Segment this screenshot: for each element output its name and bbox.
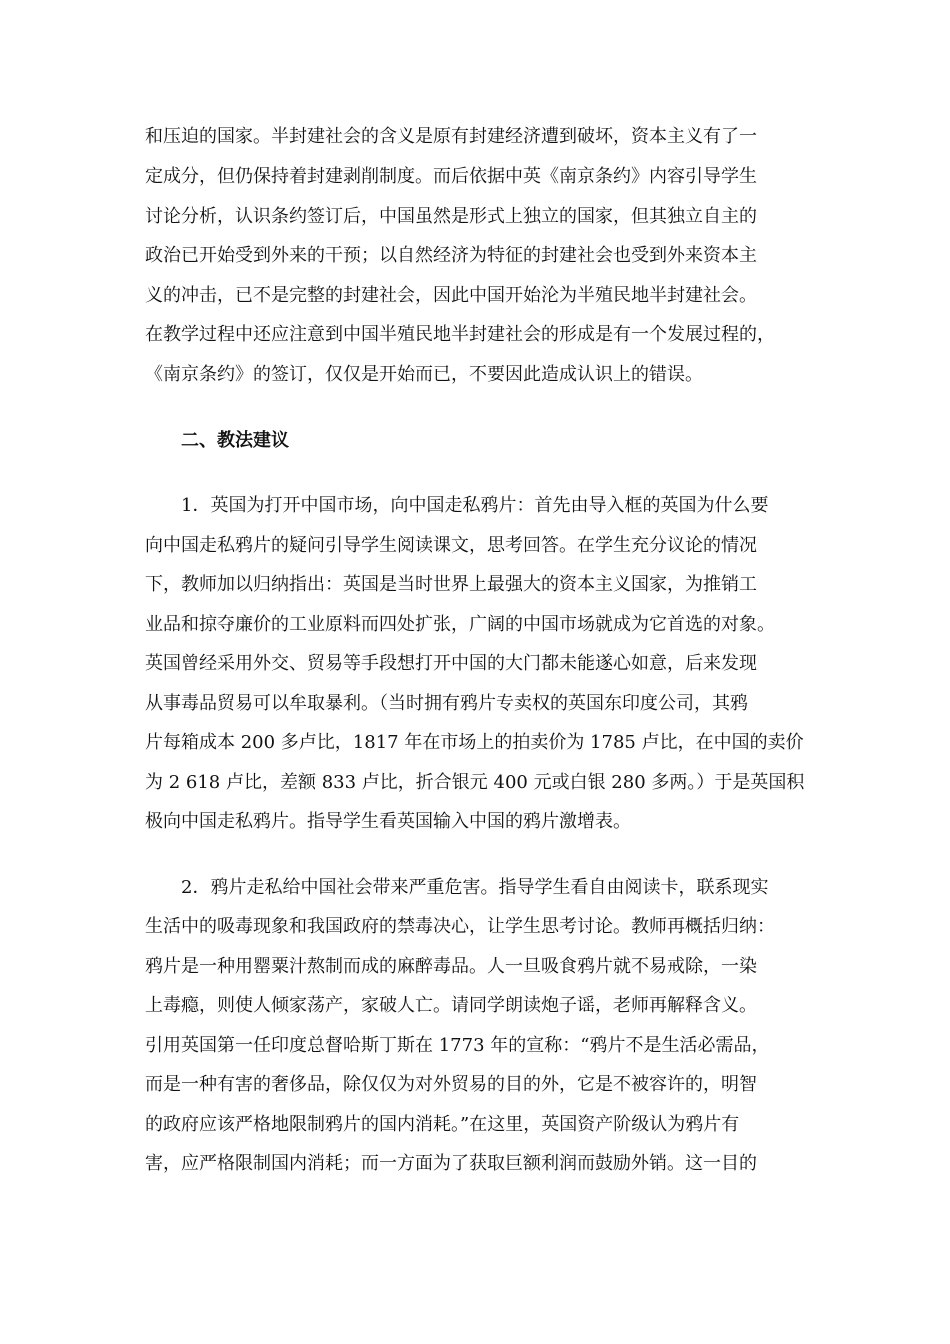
section-heading: 二、教法建议 bbox=[181, 430, 289, 451]
para1-line-6: 从事毒品贸易可以牟取暴利。（当时拥有鸦片专卖权的英国东印度公司，其鸦 bbox=[145, 693, 748, 714]
intro-line-6: 在教学过程中还应注意到中国半殖民地半封建社会的形成是有一个发展过程的， bbox=[145, 324, 775, 345]
intro-line-1: 和压迫的国家。半封建社会的含义是原有封建经济遭到破坏，资本主义有了一 bbox=[145, 126, 757, 147]
para2-line-2: 生活中的吸毒现象和我国政府的禁毒决心，让学生思考讨论。教师再概括归纳： bbox=[145, 916, 775, 937]
para2-line-8: 害，应严格限制国内消耗；而一方面为了获取巨额利润而鼓励外销。这一目的 bbox=[145, 1153, 757, 1174]
intro-line-7: 《南京条约》的签订，仅仅是开始而已，不要因此造成认识上的错误。 bbox=[145, 364, 703, 385]
para1-line-4: 业品和掠夺廉价的工业原料而四处扩张，广阔的中国市场就成为它首选的对象。 bbox=[145, 614, 775, 635]
intro-line-4: 政治已开始受到外来的干预；以自然经济为特征的封建社会也受到外来资本主 bbox=[145, 245, 757, 266]
para1-line-5: 英国曾经采用外交、贸易等手段想打开中国的大门都未能遂心如意，后来发现 bbox=[145, 653, 757, 674]
para2-line-7: 的政府应该严格地限制鸦片的国内消耗。”在这里，英国资产阶级认为鸦片有 bbox=[145, 1114, 740, 1135]
intro-line-2: 定成分，但仍保持着封建剥削制度。而后依据中英《南京条约》内容引导学生 bbox=[145, 166, 757, 187]
para1-line-9: 极向中国走私鸦片。指导学生看英国输入中国的鸦片激增表。 bbox=[145, 811, 631, 832]
para1-line-7: 片每箱成本 200 多卢比，1817 年在市场上的拍卖价为 1785 卢比，在中国的卖价 bbox=[145, 732, 804, 753]
para2-line-1: 2．鸦片走私给中国社会带来严重危害。指导学生看自由阅读卡，联系现实 bbox=[181, 877, 769, 898]
para2-line-6: 而是一种有害的奢侈品，除仅仅为对外贸易的目的外，它是不被容许的，明智 bbox=[145, 1074, 757, 1095]
para1-line-1: 1．英国为打开中国市场，向中国走私鸦片：首先由导入框的英国为什么要 bbox=[181, 495, 769, 516]
para2-line-3: 鸦片是一种用罂粟汁熬制而成的麻醉毒品。人一旦吸食鸦片就不易戒除，一染 bbox=[145, 956, 757, 977]
para2-line-4: 上毒瘾，则使人倾家荡产，家破人亡。请同学朗读炮子谣，老师再解释含义。 bbox=[145, 995, 757, 1016]
para1-line-3: 下，教师加以归纳指出：英国是当时世界上最强大的资本主义国家，为推销工 bbox=[145, 574, 757, 595]
intro-line-3: 讨论分析，认识条约签订后，中国虽然是形式上独立的国家，但其独立自主的 bbox=[145, 206, 757, 227]
para2-line-5: 引用英国第一任印度总督哈斯丁斯在 1773 年的宣称：“鸦片不是生活必需品， bbox=[145, 1035, 770, 1056]
intro-line-5: 义的冲击，已不是完整的封建社会，因此中国开始沦为半殖民地半封建社会。 bbox=[145, 285, 757, 306]
para1-line-8: 为 2 618 卢比，差额 833 卢比，折合银元 400 元或白银 280 多两。）于是英国积 bbox=[145, 772, 805, 793]
para1-line-2: 向中国走私鸦片的疑问引导学生阅读课文，思考回答。在学生充分议论的情况 bbox=[145, 535, 757, 556]
